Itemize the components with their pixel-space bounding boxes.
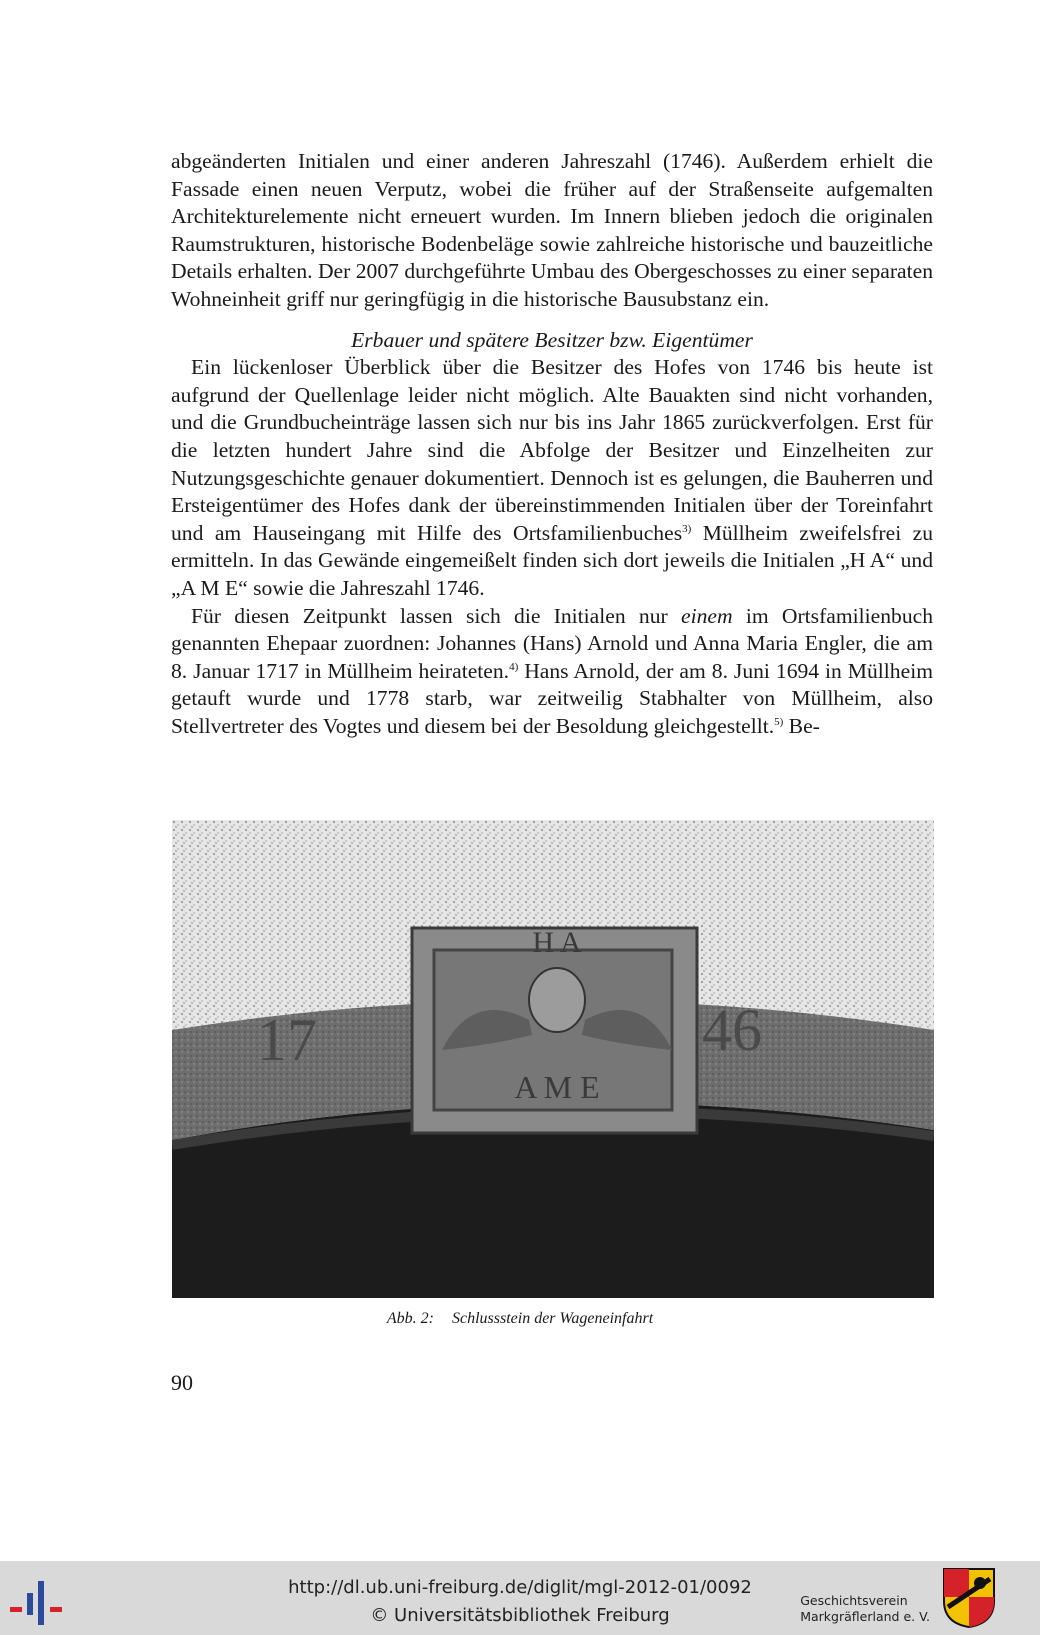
society-name [800, 1593, 930, 1625]
keystone-photo [172, 820, 934, 1298]
society-crest-icon [942, 1567, 996, 1629]
society-line-2: Markgräflerland e. V. [800, 1609, 930, 1624]
paragraph-1: abgeänderten Initialen und einer anderen Jahreszahl (1746). Außerdem erhielt die Fassade einen neuen Verputz, wobei die früher auf der Straßenseite aufgemalten Architekturelemente nicht erneuert wurden. Im Innern blieben jedoch die originalen Raumstrukturen, historische Bodenbeläge sowie zahlreiche historische und bauzeitliche Details erhalten. Der 2007 durchgeführte Umbau des Obergeschosses zu einer separaten Wohneinheit griff nur geringfügig in die historische Bausubstanz ein. [171, 149, 933, 311]
figure-caption [0, 1310, 1040, 1328]
keystone-photo-graphic [172, 820, 934, 1298]
paragraph-3 [171, 603, 933, 741]
paragraph-3-text-c: Hans Arnold, der am 8. Juni 1694 in Müllheim getauft wurde und 1778 starb, war zeitweilig Stabhalter von Müllheim, also Stellvertreter des Vogtes und diesem bei der Besoldung gleichgestellt. [171, 658, 933, 738]
paragraph-2-text-b: Müllheim zweifelsfrei zu ermitteln. In das Gewände eingemeißelt finden sich dort jeweils die Initialen „H A“ und „A M E“ sowie die Jahreszahl 1746. [171, 520, 933, 600]
carved-year-left: 17 [257, 1007, 317, 1073]
section-heading: Erbauer und spätere Besitzer bzw. Eigentümer [351, 327, 753, 352]
carved-initials-bottom: A M E [514, 1069, 600, 1105]
carved-initials-top: H A [532, 926, 582, 959]
caption-label: Abb. 2: [386, 1310, 434, 1327]
society-line-1: Geschichtsverein [800, 1593, 908, 1608]
footnote-ref-3: 3) [682, 522, 692, 535]
paragraph-3-text-d: Be- [783, 713, 820, 738]
caption-text: Schlussstein der Wageneinfahrt [451, 1310, 654, 1327]
footnote-ref-4: 4) [509, 660, 519, 673]
footnote-ref-5: 5) [774, 715, 784, 728]
page-number: 90 [171, 1370, 193, 1395]
footer-url[interactable]: http://dl.ub.uni-freiburg.de/diglit/mgl-2012-01/0092 [288, 1577, 752, 1598]
article-text [171, 148, 933, 740]
footer-copyright: © Universitätsbibliothek Freiburg [370, 1605, 670, 1626]
footer-bar [0, 1561, 1040, 1635]
paragraph-3-emphasis: einem [680, 603, 733, 628]
paragraph-2-text-a: Ein lückenloser Überblick über die Besitzer des Hofes von 1746 bis heute ist aufgrund der Quellenlage leider nicht möglich. Alte Bauakten sind nicht vorhanden, und die Grundbucheinträge lassen sich nur bis ins Jahr 1865 zurückverfolgen. Erst für die letzten hundert Jahre sind die Abfolge der Besitzer und Einzelheiten zur Nutzungsgeschichte genauer dokumentiert. Dennoch ist es gelungen, die Bauherren und Ersteigentümer des Hofes dank der übereinstimmenden Initialen über der Toreinfahrt und am Hauseingang mit Hilfe des Ortsfamilienbuches [171, 355, 933, 545]
paragraph-3-text-a: Für diesen Zeitpunkt lassen sich die Initialen nur [191, 603, 681, 628]
paragraph-3-text-b: im Ortsfamilienbuch genannten Ehepaar zuordnen: Johannes (Hans) Arnold und Anna Maria Engler, die am 8. Januar 1717 in Müllheim heirateten. [171, 603, 934, 683]
paragraph-2 [171, 354, 933, 602]
carved-year-right: 46 [702, 997, 762, 1063]
